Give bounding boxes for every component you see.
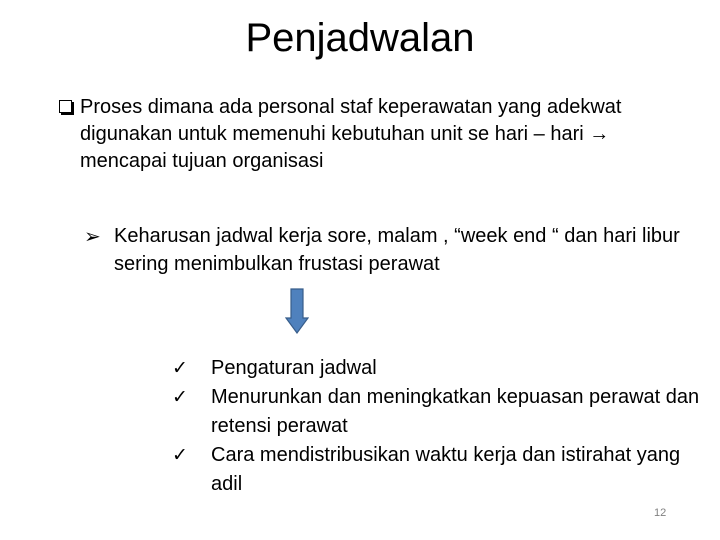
page-number: 12	[654, 507, 667, 519]
checkmark-icon: ✓	[172, 357, 188, 379]
main-bullet	[59, 94, 699, 175]
square-bullet-icon	[59, 100, 72, 113]
checklist-item-text: Menurunkan dan meningkatkan kepuasan perawat dan retensi perawat	[211, 386, 700, 437]
checklist-item	[172, 383, 702, 441]
sub-bullet-text: Keharusan jadwal kerja sore, malam , “week end “ dan hari libur sering menimbulkan frustasi perawat	[114, 225, 680, 275]
checklist-item-text: Cara mendistribusikan waktu kerja dan istirahat yang adil	[211, 444, 681, 495]
checkmark-icon: ✓	[172, 386, 188, 408]
down-arrow-icon	[285, 288, 309, 334]
main-bullet-text: Proses dimana ada personal staf keperawatan yang adekwat digunakan untuk memenuhi kebutuhan unit se hari – hari → mencapai tujuan organisasi	[80, 96, 622, 172]
arrowhead-bullet-icon: ➢	[84, 224, 101, 248]
checklist-item	[172, 441, 702, 499]
sub-bullet	[84, 222, 704, 278]
checklist-item	[172, 354, 702, 383]
checklist-item-text: Pengaturan jadwal	[211, 357, 377, 379]
checkmark-icon: ✓	[172, 444, 188, 466]
checklist	[172, 354, 702, 499]
slide-title: Penjadwalan	[245, 16, 475, 60]
